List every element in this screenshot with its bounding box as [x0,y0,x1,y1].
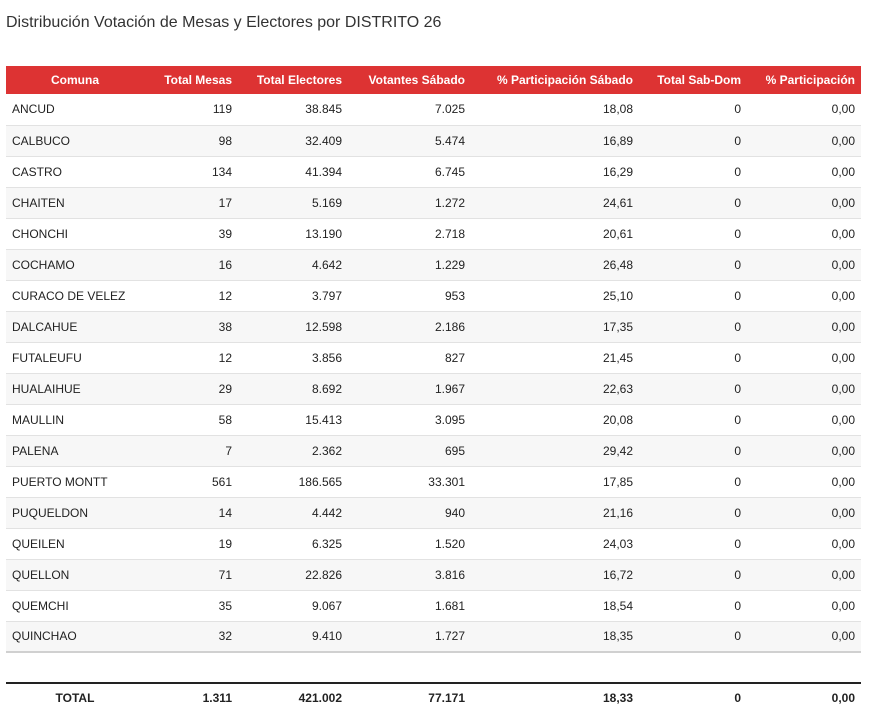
cell-votantes-sabado: 2.186 [434,319,465,334]
table-row [6,311,861,342]
cell-participacion-sabado: 20,61 [602,226,633,241]
cell-votantes-sabado: 33.301 [428,474,465,489]
cell-total-electores: 22.826 [305,567,342,582]
cell-comuna: PUQUELDON [12,505,89,520]
cell-total-mesas: 7 [225,443,232,458]
cell-total-electores: 9.410 [311,629,342,644]
cell-total-mesas: 58 [218,412,232,427]
cell-total-sab-dom: 0 [734,598,741,613]
total-participacion-sabado: 18,33 [602,690,633,705]
cell-participacion: 0,00 [831,629,855,644]
cell-total-mesas: 71 [218,567,232,582]
cell-votantes-sabado: 1.229 [434,257,465,272]
cell-comuna: CALBUCO [12,133,71,148]
total-votantes-sabado: 77.171 [428,690,465,705]
cell-comuna: CURACO DE VELEZ [12,288,126,303]
cell-total-electores: 9.067 [311,598,342,613]
total-sab-dom: 0 [734,690,741,705]
table-row [6,590,861,621]
cell-votantes-sabado: 940 [444,505,465,520]
cell-total-electores: 32.409 [305,133,342,148]
cell-participacion: 0,00 [831,133,855,148]
table-row [6,559,861,590]
cell-total-electores: 6.325 [311,536,342,551]
cell-participacion-sabado: 29,42 [602,443,633,458]
cell-participacion-sabado: 16,89 [602,133,633,148]
cell-total-sab-dom: 0 [734,567,741,582]
cell-total-sab-dom: 0 [734,195,741,210]
column-header-participacion-sabado[interactable]: % Participación Sábado [496,73,633,87]
cell-votantes-sabado: 5.474 [434,133,465,148]
table-spacer-row [6,652,861,683]
cell-participacion-sabado: 25,10 [602,288,633,303]
table-spacer-cell [6,652,861,683]
cell-total-mesas: 12 [218,288,232,303]
page-title: Distribución Votación de Mesas y Electores por DISTRITO 26 [6,14,442,31]
table-row [6,497,861,528]
cell-participacion-sabado: 21,16 [602,505,633,520]
cell-total-electores: 186.565 [298,474,342,489]
cell-comuna: QUINCHAO [12,629,77,644]
cell-total-sab-dom: 0 [734,350,741,365]
table-row [6,125,861,156]
total-label: TOTAL [55,690,95,705]
cell-participacion: 0,00 [831,598,855,613]
cell-total-mesas: 19 [218,536,232,551]
cell-total-electores: 41.394 [305,164,342,179]
cell-total-electores: 4.642 [311,257,342,272]
cell-comuna: HUALAIHUE [12,381,81,396]
cell-comuna: DALCAHUE [12,319,78,334]
cell-participacion-sabado: 16,72 [602,567,633,582]
column-header-total-mesas[interactable]: Total Mesas [164,73,232,87]
cell-total-mesas: 14 [218,505,232,520]
cell-participacion-sabado: 18,54 [602,598,633,613]
cell-participacion: 0,00 [831,350,855,365]
cell-comuna: CASTRO [12,164,63,179]
cell-total-mesas: 32 [218,629,232,644]
cell-total-electores: 3.797 [311,288,342,303]
table-row [6,528,861,559]
district-table-container [6,66,861,711]
cell-total-sab-dom: 0 [734,443,741,458]
cell-participacion: 0,00 [831,474,855,489]
cell-total-electores: 12.598 [305,319,342,334]
cell-votantes-sabado: 3.095 [434,412,465,427]
cell-votantes-sabado: 6.745 [434,164,465,179]
total-participacion: 0,00 [831,690,855,705]
cell-comuna: QUELLON [12,567,70,582]
cell-participacion-sabado: 18,08 [602,102,633,117]
table-row [6,249,861,280]
total-mesas: 1.311 [202,690,232,705]
table-row [6,94,861,125]
district-table [6,66,861,711]
table-header-row [6,66,861,94]
cell-total-sab-dom: 0 [734,505,741,520]
cell-total-sab-dom: 0 [734,629,741,644]
cell-participacion-sabado: 20,08 [602,412,633,427]
cell-participacion: 0,00 [831,536,855,551]
cell-participacion: 0,00 [831,567,855,582]
cell-total-electores: 2.362 [311,443,342,458]
cell-participacion: 0,00 [831,412,855,427]
cell-votantes-sabado: 1.272 [434,195,465,210]
cell-total-electores: 3.856 [311,350,342,365]
cell-votantes-sabado: 3.816 [434,567,465,582]
cell-total-mesas: 98 [218,133,232,148]
cell-participacion: 0,00 [831,257,855,272]
cell-votantes-sabado: 1.727 [434,629,465,644]
cell-total-mesas: 35 [218,598,232,613]
cell-total-sab-dom: 0 [734,164,741,179]
column-header-total-sab-dom[interactable]: Total Sab-Dom [657,73,741,87]
cell-total-sab-dom: 0 [734,412,741,427]
table-row [6,435,861,466]
cell-participacion: 0,00 [831,164,855,179]
cell-total-sab-dom: 0 [734,226,741,241]
cell-participacion-sabado: 17,35 [602,319,633,334]
table-row [6,156,861,187]
cell-comuna: CHAITEN [12,195,65,210]
cell-total-sab-dom: 0 [734,319,741,334]
cell-participacion: 0,00 [831,319,855,334]
cell-participacion-sabado: 24,03 [602,536,633,551]
cell-comuna: CHONCHI [12,226,68,241]
column-header-participacion[interactable]: % Participación [765,73,855,87]
cell-votantes-sabado: 953 [444,288,465,303]
cell-total-electores: 13.190 [305,226,342,241]
cell-participacion-sabado: 24,61 [602,195,633,210]
cell-votantes-sabado: 1.681 [434,598,465,613]
column-header-votantes-sabado[interactable]: Votantes Sábado [368,73,465,87]
cell-participacion-sabado: 26,48 [602,257,633,272]
table-row [6,621,861,652]
cell-total-electores: 5.169 [311,195,342,210]
cell-participacion-sabado: 16,29 [602,164,633,179]
cell-total-electores: 4.442 [311,505,342,520]
cell-comuna: COCHAMO [12,257,75,272]
total-electores: 421.002 [298,690,342,705]
table-row [6,466,861,497]
table-row [6,373,861,404]
cell-total-sab-dom: 0 [734,102,741,117]
table-row [6,342,861,373]
table-row [6,280,861,311]
cell-votantes-sabado: 1.967 [434,381,465,396]
cell-comuna: PALENA [12,443,59,458]
cell-total-mesas: 39 [218,226,232,241]
cell-participacion: 0,00 [831,195,855,210]
cell-total-mesas: 561 [211,474,232,489]
cell-participacion: 0,00 [831,443,855,458]
table-row [6,187,861,218]
cell-total-mesas: 17 [218,195,232,210]
cell-total-mesas: 134 [211,164,232,179]
table-total-row [6,683,861,711]
cell-participacion: 0,00 [831,381,855,396]
table-row [6,404,861,435]
cell-comuna: QUEMCHI [12,598,69,613]
cell-total-mesas: 29 [218,381,232,396]
cell-participacion: 0,00 [831,226,855,241]
cell-participacion-sabado: 21,45 [602,350,633,365]
cell-total-sab-dom: 0 [734,288,741,303]
cell-total-mesas: 12 [218,350,232,365]
cell-votantes-sabado: 695 [444,443,465,458]
cell-votantes-sabado: 1.520 [434,536,465,551]
cell-comuna: FUTALEUFU [12,350,82,365]
cell-total-electores: 8.692 [311,381,342,396]
cell-total-sab-dom: 0 [734,257,741,272]
cell-comuna: PUERTO MONTT [12,474,108,489]
cell-participacion: 0,00 [831,288,855,303]
cell-votantes-sabado: 7.025 [434,102,465,117]
cell-comuna: MAULLIN [12,412,65,427]
cell-total-mesas: 38 [218,319,232,334]
cell-votantes-sabado: 827 [444,350,465,365]
cell-participacion-sabado: 18,35 [602,629,633,644]
table-row [6,218,861,249]
cell-participacion-sabado: 22,63 [602,381,633,396]
cell-total-sab-dom: 0 [734,133,741,148]
cell-participacion-sabado: 17,85 [602,474,633,489]
cell-comuna: ANCUD [12,102,55,117]
cell-total-sab-dom: 0 [734,474,741,489]
column-header-total-electores[interactable]: Total Electores [256,73,342,87]
cell-votantes-sabado: 2.718 [434,226,465,241]
cell-comuna: QUEILEN [12,536,65,551]
cell-total-sab-dom: 0 [734,536,741,551]
cell-total-electores: 15.413 [305,412,342,427]
cell-total-mesas: 119 [212,102,232,117]
cell-participacion: 0,00 [831,102,855,117]
cell-total-sab-dom: 0 [734,381,741,396]
cell-total-electores: 38.845 [305,102,342,117]
cell-participacion: 0,00 [831,505,855,520]
column-header-comuna[interactable]: Comuna [51,73,99,87]
cell-total-mesas: 16 [218,257,232,272]
table-body [6,94,861,683]
